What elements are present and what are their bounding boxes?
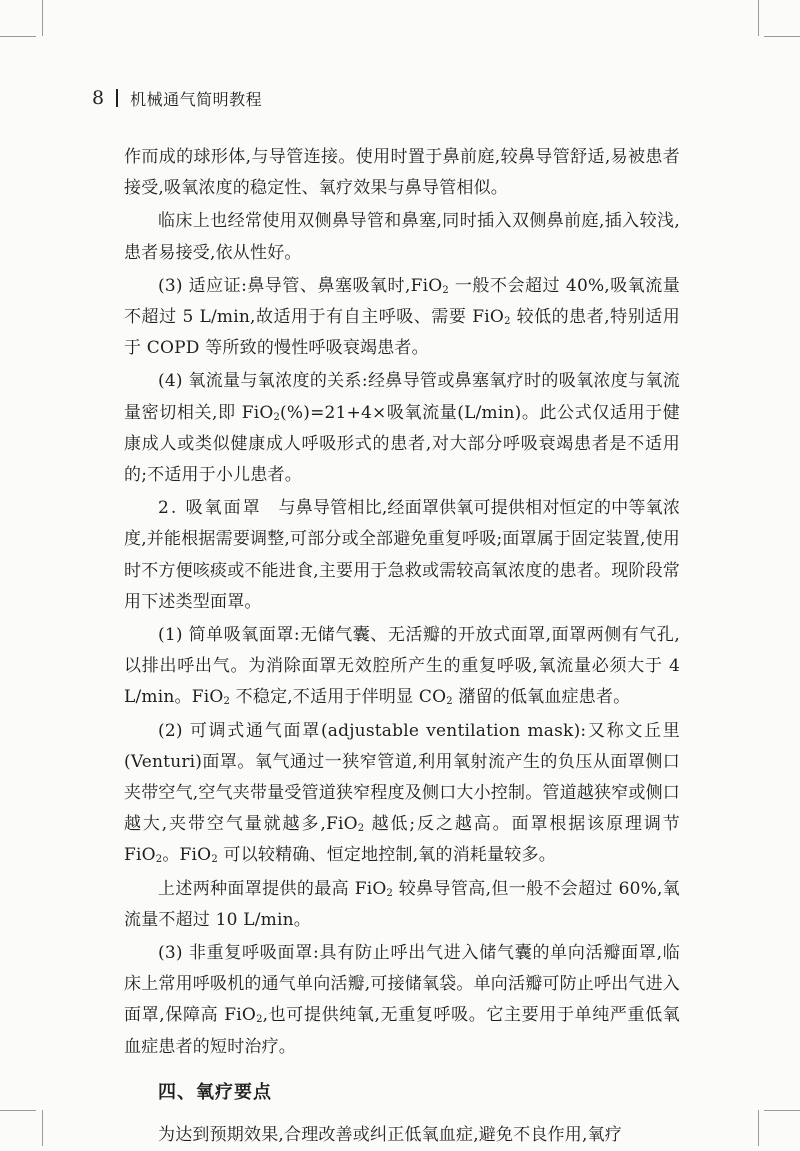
subscript: 2	[223, 696, 231, 708]
paragraph: 为达到预期效果,合理改善或纠正低氧血症,避免不良作用,氧疗	[158, 1125, 623, 1146]
subscript: 2	[504, 316, 511, 328]
section-heading: 四、氧疗要点	[158, 1081, 272, 1103]
subscript: 2	[211, 854, 218, 866]
crop-mark	[764, 1110, 800, 1111]
crop-mark	[42, 0, 43, 36]
paragraph: (3) 适应证:鼻导管、鼻塞吸氧时,FiO$_2$ 一般不会超过 40%,吸氧流量不超过 5 L/min,故适用于有自主呼吸、需要 FiO$_2$ 较低的患者,特别适用于 COPD 等所致的慢性呼吸衰竭患者。	[124, 275, 680, 359]
paragraph: (3) 非重复呼吸面罩:具有防止呼出气进入储气囊的单向活瓣面罩,临床上常用呼吸机的通气单向活瓣,可接储氧袋。单向活瓣可防止呼出气进入面罩,保障高 FiO$_2$,也可提供纯氧,无重复呼吸。它主要用于单纯严重低氧血症患者的短时治疗。	[124, 943, 681, 1057]
paragraph: (2) 可调式通气面罩(adjustable ventilation mask):又称文丘里(Venturi)面罩。氧气通过一狭窄管道,利用氧射流产生的负压从面罩侧口夹带空气,空气夹带量受管道狭窄程度及侧口大小控制。管道越狭窄或侧口越大,夹带空气量就越多,FiO$_2$ 越低;反之越高。面罩根据该原理调节 FiO$_2$。FiO$_2$ 可以较精确、恒定地控制,氧的消耗量较多。	[124, 720, 681, 866]
subscript: 2	[446, 696, 453, 708]
paragraph: (4) 氧流量与氧浓度的关系:经鼻导管或鼻塞氧疗时的吸氧浓度与氧流量密切相关,即 FiO$_2$(%)=21+4×吸氧流量(L/min)。此公式仅适用于健康成人或类似健康成人呼吸形式的患者,对大部分呼吸衰竭患者是不适用的;不适用于小儿患者。	[124, 371, 680, 486]
paragraph-text: 与鼻导管相比,经面罩供氧可提供相对恒定的中等氧浓度,并能根据需要调整,可部分或全部避免重复呼吸;面罩属于固定装置,使用时不方便咳痰或不能进食,主要用于急救或需较高氧浓度的患者。现阶段常用下述类型面罩。	[124, 498, 681, 612]
crop-mark	[0, 1110, 36, 1111]
header-divider	[116, 89, 118, 107]
paragraph: 作而成的球形体,与导管连接。使用时置于鼻前庭,较鼻导管舒适,易被患者接受,吸氧浓度的稳定性、氧疗效果与鼻导管相似。	[124, 147, 680, 199]
paragraph: 临床上也经常使用双侧鼻导管和鼻塞,同时插入双侧鼻前庭,插入较浅,患者易接受,依从性好。	[124, 211, 680, 263]
paragraph	[124, 493, 680, 618]
paragraph: (1) 简单吸氧面罩:无储气囊、无活瓣的开放式面罩,面罩两侧有气孔,以排出呼出气。为消除面罩无效腔所产生的重复呼吸,氧流量必须大于 4 L/min。FiO$_2$ 不稳定,不适用于伴明显 $CO_2$ 潴留的低氧血症患者。	[124, 625, 680, 708]
page-body	[124, 142, 680, 1151]
subscript: 2	[442, 284, 449, 296]
subscript: 2	[386, 887, 394, 899]
book-title: 机械通气简明教程	[130, 89, 263, 109]
subscript: 2	[357, 823, 365, 835]
subscript: 2	[256, 1014, 263, 1026]
running-header	[92, 86, 262, 110]
subscript: 2	[155, 854, 163, 866]
crop-mark	[758, 0, 759, 36]
crop-mark	[764, 36, 800, 37]
section-label: 2. 吸氧面罩	[158, 498, 262, 519]
crop-mark	[0, 36, 36, 37]
subscript: 2	[273, 411, 281, 423]
crop-mark	[758, 1110, 759, 1146]
page-number: 8	[92, 87, 105, 109]
crop-mark	[42, 1110, 43, 1146]
paragraph: 上述两种面罩提供的最高 FiO$_2$ 较鼻导管高,但一般不会超过 60%,氧流量不超过 10 L/min。	[124, 878, 680, 930]
